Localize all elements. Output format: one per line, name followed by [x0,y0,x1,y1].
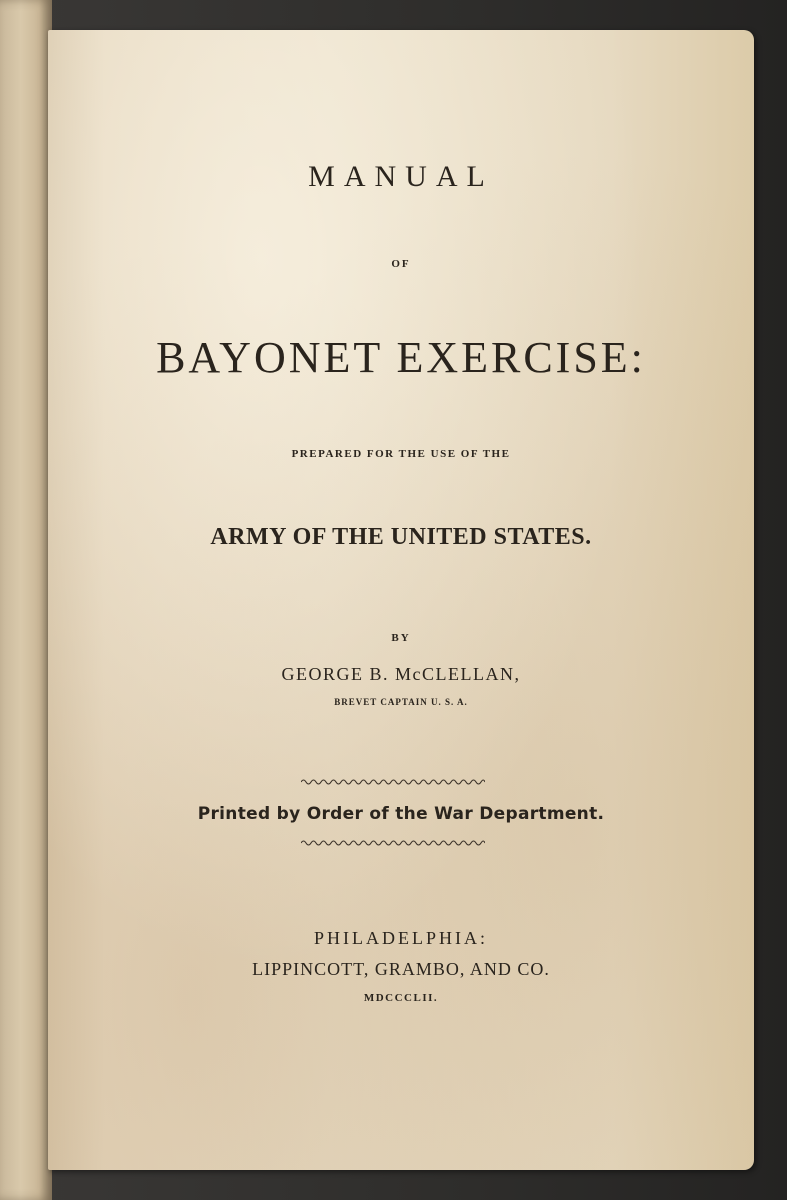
author-name: GEORGE B. McCLELLAN, [281,664,521,684]
imprint-publisher: LIPPINCOTT, GRAMBO, AND CO. [252,959,550,979]
printed-by-order: Printed by Order of the War Department. [197,804,605,824]
imprint-year: MDCCCLII. [363,992,439,1004]
title-manual: MANUAL [308,160,494,193]
main-title: BAYONET EXERCISE: [156,333,646,382]
book-page-edges [0,0,52,1200]
imprint-place: PHILADELPHIA: [314,928,488,948]
author-rank: BREVET CAPTAIN U. S. A. [334,697,468,707]
title-page [48,30,754,1170]
decorative-wavy-rule-bottom [301,838,485,848]
subtitle-prepared: PREPARED FOR THE USE OF THE [291,448,511,460]
byline-by: BY [391,632,411,644]
title-of: OF [391,258,411,270]
decorative-wavy-rule-top [301,777,485,787]
subtitle-army: ARMY OF THE UNITED STATES. [210,524,592,550]
